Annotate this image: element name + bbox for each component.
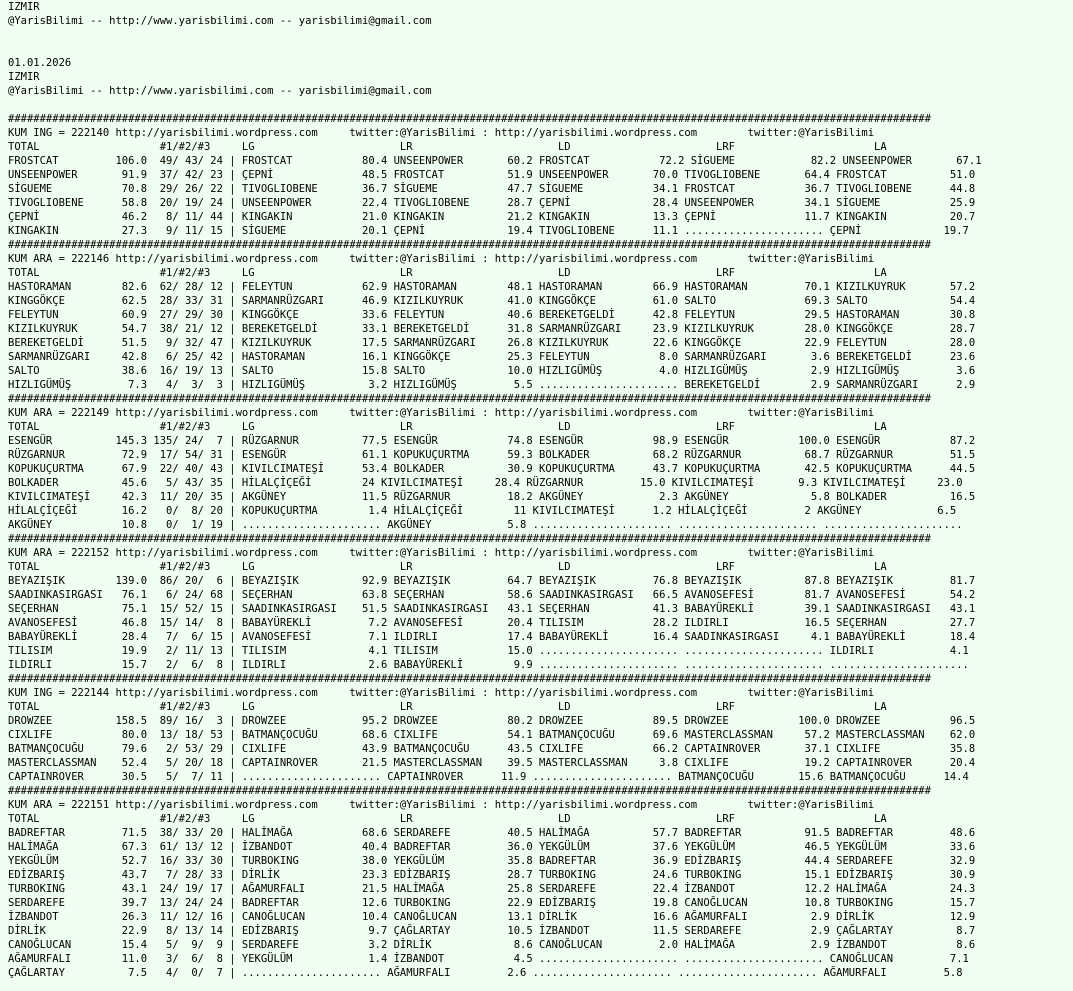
table-row: TILISIM 19.9 2/ 11/ 13 | TILISIM 4.1 TILISIM 15.0 ...................... ...................... ILDIRLI 4.1: [8, 645, 969, 657]
separator-line: ##################################################################################################################################################: [8, 239, 931, 251]
separator-line: ##################################################################################################################################################: [8, 393, 931, 405]
race-header: KUM ARA = 222149 http://yarisbilimi.wordpress.com twitter:@YarisBilimi : http://yarisbilimi.wordpress.com twitter:@YarisBilimi: [8, 407, 875, 419]
table-row: SEÇERHAN 75.1 15/ 52/ 15 | SAADINKASIRGASI 51.5 SAADINKASIRGASI 43.1 SEÇERHAN 41.3 BABAYÜREKLİ 39.1 SAADINKASIRGASI 43.1: [8, 603, 976, 615]
table-row: AVANOSEFESİ 46.8 15/ 14/ 8 | BABAYÜREKLİ 7.2 AVANOSEFESİ 20.4 TILISIM 28.2 ILDIRLI 16.5 SEÇERHAN 27.7: [8, 617, 976, 629]
separator-line: ##################################################################################################################################################: [8, 785, 931, 797]
race-header: KUM ARA = 222152 http://yarisbilimi.wordpress.com twitter:@YarisBilimi : http://yarisbilimi.wordpress.com twitter:@YarisBilimi: [8, 547, 875, 559]
table-row: BABAYÜREKLİ 28.4 7/ 6/ 15 | AVANOSEFESİ 7.1 ILDIRLI 17.4 BABAYÜREKLİ 16.4 SAADINKASIRGASI 4.1 BABAYÜREKLİ 18.4: [8, 631, 976, 643]
text-line: IZMIR: [8, 71, 40, 83]
table-row: KINGAKIN 27.3 9/ 11/ 15 | SİGUEME 20.1 ÇEPNİ 19.4 TIVOGLIOBENE 11.1 ...................... ÇEPNİ 19.7: [8, 225, 969, 237]
table-row: YEKGÜLÜM 52.7 16/ 33/ 30 | TURBOKING 38.0 YEKGÜLÜM 35.8 BADREFTAR 36.9 EDİZBARIŞ 44.4 SERDAREFE 32.9: [8, 855, 976, 867]
race-header: KUM ARA = 222146 http://yarisbilimi.wordpress.com twitter:@YarisBilimi : http://yarisbilimi.wordpress.com twitter:@YarisBilimi: [8, 253, 875, 265]
race-header: KUM ING = 222144 http://yarisbilimi.wordpress.com twitter:@YarisBilimi : http://yarisbilimi.wordpress.com twitter:@YarisBilimi: [8, 687, 875, 699]
table-row: HALİMAĞA 67.3 61/ 13/ 12 | İZBANDOT 40.4 BADREFTAR 36.0 YEKGÜLÜM 37.6 YEKGÜLÜM 46.5 YEKGÜLÜM 33.6: [8, 841, 976, 853]
text-line: @YarisBilimi -- http://www.yarisbilimi.com -- yarisbilimi@gmail.com: [8, 85, 432, 97]
column-header: TOTAL #1/#2/#3 LG LR LD LRF LA: [8, 141, 887, 153]
table-row: SARMANRÜZGARI 42.8 6/ 25/ 42 | HASTORAMAN 16.1 KINGGÖKÇE 25.3 FELEYTUN 8.0 SARMANRÜZGARI 3.6 BEREKETGELDİ 23.6: [8, 351, 976, 363]
race-header: KUM ARA = 222151 http://yarisbilimi.wordpress.com twitter:@YarisBilimi : http://yarisbilimi.wordpress.com twitter:@YarisBilimi: [8, 799, 875, 811]
table-row: SAADINKASIRGASI 76.1 6/ 24/ 68 | SEÇERHAN 63.8 SEÇERHAN 58.6 SAADINKASIRGASI 66.5 AVANOSEFESİ 81.7 AVANOSEFESİ 54.2: [8, 589, 976, 601]
table-row: BATMANÇOCUĞU 79.6 2/ 53/ 29 | CIXLIFE 43.9 BATMANÇOCUĞU 43.5 CIXLIFE 66.2 CAPTAINROVER 37.1 CIXLIFE 35.8: [8, 743, 976, 755]
table-row: TIVOGLIOBENE 58.8 20/ 19/ 24 | UNSEENPOWER 22.4 TIVOGLIOBENE 28.7 ÇEPNİ 28.4 UNSEENPOWER 34.1 SİGUEME 25.9: [8, 197, 976, 209]
separator-line: ##################################################################################################################################################: [8, 533, 931, 545]
table-row: EDİZBARIŞ 43.7 7/ 28/ 33 | DİRLİK 23.3 EDİZBARIŞ 28.7 TURBOKING 24.6 TURBOKING 15.1 EDİZBARIŞ 30.9: [8, 869, 976, 881]
table-row: SALTO 38.6 16/ 19/ 13 | SALTO 15.8 SALTO 10.0 HIZLIGÜMÜŞ 4.0 HIZLIGÜMÜŞ 2.9 HIZLIGÜMÜŞ 3.6: [8, 365, 976, 377]
blank-line: [8, 98, 1073, 112]
column-header: TOTAL #1/#2/#3 LG LR LD LRF LA: [8, 267, 887, 279]
column-header: TOTAL #1/#2/#3 LG LR LD LRF LA: [8, 701, 887, 713]
blank-line: [8, 42, 1073, 56]
table-row: KIVILCIMATEŞİ 42.3 11/ 20/ 35 | AKGÜNEY 11.5 RÜZGARNUR 18.2 AKGÜNEY 2.3 AKGÜNEY 5.8 BOLKADER 16.5: [8, 491, 976, 503]
table-row: KOPUKUÇURTMA 67.9 22/ 40/ 43 | KIVILCIMATEŞİ 53.4 BOLKADER 30.9 KOPUKUÇURTMA 43.7 KOPUKUÇURTMA 42.5 KOPUKUÇURTMA 44.5: [8, 463, 976, 475]
table-row: RÜZGARNUR 72.9 17/ 54/ 31 | ESENGÜR 61.1 KOPUKUÇURTMA 59.3 BOLKADER 68.2 RÜZGARNUR 68.7 RÜZGARNUR 51.5: [8, 449, 976, 461]
table-row: BEYAZIŞIK 139.0 86/ 20/ 6 | BEYAZIŞIK 92.9 BEYAZIŞIK 64.7 BEYAZIŞIK 76.8 BEYAZIŞIK 87.8 BEYAZIŞIK 81.7: [8, 575, 976, 587]
text-line: IZMIR: [8, 1, 40, 13]
table-row: KIZILKUYRUK 54.7 38/ 21/ 12 | BEREKETGELDİ 33.1 BEREKETGELDİ 31.8 SARMANRÜZGARI 23.9 KIZILKUYRUK 28.0 KINGGÖKÇE 28.7: [8, 323, 976, 335]
column-header: TOTAL #1/#2/#3 LG LR LD LRF LA: [8, 561, 887, 573]
table-row: ESENGÜR 145.3 135/ 24/ 7 | RÜZGARNUR 77.5 ESENGÜR 74.8 ESENGÜR 98.9 ESENGÜR 100.0 ESENGÜR 87.2: [8, 435, 976, 447]
table-row: CAPTAINROVER 30.5 5/ 7/ 11 | ...................... CAPTAINROVER 11.9 ...................... BATMANÇOCUĞU 15.6 BATMANÇOCUĞU 14.4: [8, 771, 969, 783]
table-row: ÇAĞLARTAY 7.5 4/ 0/ 7 | ...................... AĞAMURFALI 2.6 ...................... ...................... AĞAMURFALI 5.8: [8, 967, 963, 979]
table-row: HIZLIGÜMÜŞ 7.3 4/ 3/ 3 | HIZLIGÜMÜŞ 3.2 HIZLIGÜMÜŞ 5.5 ...................... BEREKETGELDİ 2.9 SARMANRÜZGARI 2.9: [8, 379, 976, 391]
table-row: UNSEENPOWER 91.9 37/ 42/ 23 | ÇEPNİ 48.5 FROSTCAT 51.9 UNSEENPOWER 70.0 TIVOGLIOBENE 64.4 FROSTCAT 51.0: [8, 169, 976, 181]
table-row: İZBANDOT 26.3 11/ 12/ 16 | CANOĞLUCAN 10.4 CANOĞLUCAN 13.1 DİRLİK 16.6 AĞAMURFALI 2.9 DİRLİK 12.9: [8, 911, 976, 923]
table-row: AĞAMURFALI 11.0 3/ 6/ 8 | YEKGÜLÜM 1.4 İZBANDOT 4.5 ...................... ...................... CANOĞLUCAN 7.1: [8, 953, 969, 965]
table-row: BOLKADER 45.6 5/ 43/ 35 | HİLALÇİÇEĞİ 24 KIVILCIMATEŞİ 28.4 RÜZGARNUR 15.0 KIVILCIMATEŞİ 9.3 KIVILCIMATEŞİ 23.0: [8, 477, 963, 489]
table-row: DROWZEE 158.5 89/ 16/ 3 | DROWZEE 95.2 DROWZEE 80.2 DROWZEE 89.5 DROWZEE 100.0 DROWZEE 96.5: [8, 715, 976, 727]
table-row: MASTERCLASSMAN 52.4 5/ 20/ 18 | CAPTAINROVER 21.5 MASTERCLASSMAN 39.5 MASTERCLASSMAN 3.8 CIXLIFE 19.2 CAPTAINROVER 20.4: [8, 757, 976, 769]
table-row: FROSTCAT 106.0 49/ 43/ 24 | FROSTCAT 80.4 UNSEENPOWER 60.2 FROSTCAT 72.2 SİGUEME 82.2 UNSEENPOWER 67.1: [8, 155, 982, 167]
separator-line: ##################################################################################################################################################: [8, 673, 931, 685]
table-row: SERDAREFE 39.7 13/ 24/ 24 | BADREFTAR 12.6 TURBOKING 22.9 EDİZBARIŞ 19.8 CANOĞLUCAN 10.8 TURBOKING 15.7: [8, 897, 976, 909]
text-line: 01.01.2026: [8, 57, 72, 69]
table-row: FELEYTUN 60.9 27/ 29/ 30 | KINGGÖKÇE 33.6 FELEYTUN 40.6 BEREKETGELDİ 42.8 FELEYTUN 29.5 HASTORAMAN 30.8: [8, 309, 976, 321]
table-row: KINGGÖKÇE 62.5 28/ 33/ 31 | SARMANRÜZGARI 46.9 KIZILKUYRUK 41.0 KINGGÖKÇE 61.0 SALTO 69.3 SALTO 54.4: [8, 295, 976, 307]
column-header: TOTAL #1/#2/#3 LG LR LD LRF LA: [8, 813, 887, 825]
text-line: @YarisBilimi -- http://www.yarisbilimi.com -- yarisbilimi@gmail.com: [8, 15, 432, 27]
table-row: TURBOKING 43.1 24/ 19/ 17 | AĞAMURFALI 21.5 HALİMAĞA 25.8 SERDAREFE 22.4 İZBANDOT 12.2 HALİMAĞA 24.3: [8, 883, 976, 895]
table-row: ÇEPNİ 46.2 8/ 11/ 44 | KINGAKIN 21.0 KINGAKIN 21.2 KINGAKIN 13.3 ÇEPNİ 11.7 KINGAKIN 20.7: [8, 211, 976, 223]
table-row: BEREKETGELDİ 51.5 9/ 32/ 47 | KIZILKUYRUK 17.5 SARMANRÜZGARI 26.8 KIZILKUYRUK 22.6 KINGGÖKÇE 22.9 FELEYTUN 28.0: [8, 337, 976, 349]
table-row: CANOĞLUCAN 15.4 5/ 9/ 9 | SERDAREFE 3.2 DİRLİK 8.6 CANOĞLUCAN 2.0 HALİMAĞA 2.9 İZBANDOT 8.6: [8, 939, 976, 951]
table-row: DİRLİK 22.9 8/ 13/ 14 | EDİZBARIŞ 9.7 ÇAĞLARTAY 10.5 İZBANDOT 11.5 SERDAREFE 2.9 ÇAĞLARTAY 8.7: [8, 925, 976, 937]
column-header: TOTAL #1/#2/#3 LG LR LD LRF LA: [8, 421, 887, 433]
separator-line: ##################################################################################################################################################: [8, 113, 931, 125]
table-row: ILDIRLI 15.7 2/ 6/ 8 | ILDIRLI 2.6 BABAYÜREKLİ 9.9 ...................... ...................... ......................: [8, 659, 969, 671]
table-row: SİGUEME 70.8 29/ 26/ 22 | TIVOGLIOBENE 36.7 SİGUEME 47.7 SİGUEME 34.1 FROSTCAT 36.7 TIVOGLIOBENE 44.8: [8, 183, 976, 195]
table-row: HİLALÇİÇEĞİ 16.2 0/ 8/ 20 | KOPUKUÇURTMA 1.4 HİLALÇİÇEĞİ 11 KIVILCIMATEŞİ 1.2 HİLALÇİÇEĞİ 2 AKGÜNEY 6.5: [8, 505, 957, 517]
table-row: HASTORAMAN 82.6 62/ 28/ 12 | FELEYTUN 62.9 HASTORAMAN 48.1 HASTORAMAN 66.9 HASTORAMAN 70.1 KIZILKUYRUK 57.2: [8, 281, 976, 293]
race-header: KUM ING = 222140 http://yarisbilimi.wordpress.com twitter:@YarisBilimi : http://yarisbilimi.wordpress.com twitter:@YarisBilimi: [8, 127, 875, 139]
table-row: AKGÜNEY 10.8 0/ 1/ 19 | ...................... AKGÜNEY 5.8 ...................... ...................... ......................: [8, 519, 963, 531]
blank-line: [8, 28, 1073, 42]
table-row: CIXLIFE 80.0 13/ 18/ 53 | BATMANÇOCUĞU 68.6 CIXLIFE 54.1 BATMANÇOCUĞU 69.6 MASTERCLASSMAN 57.2 MASTERCLASSMAN 62.0: [8, 729, 976, 741]
table-row: BADREFTAR 71.5 38/ 33/ 20 | HALİMAĞA 68.6 SERDAREFE 40.5 HALİMAĞA 57.7 BADREFTAR 91.5 BADREFTAR 48.6: [8, 827, 976, 839]
